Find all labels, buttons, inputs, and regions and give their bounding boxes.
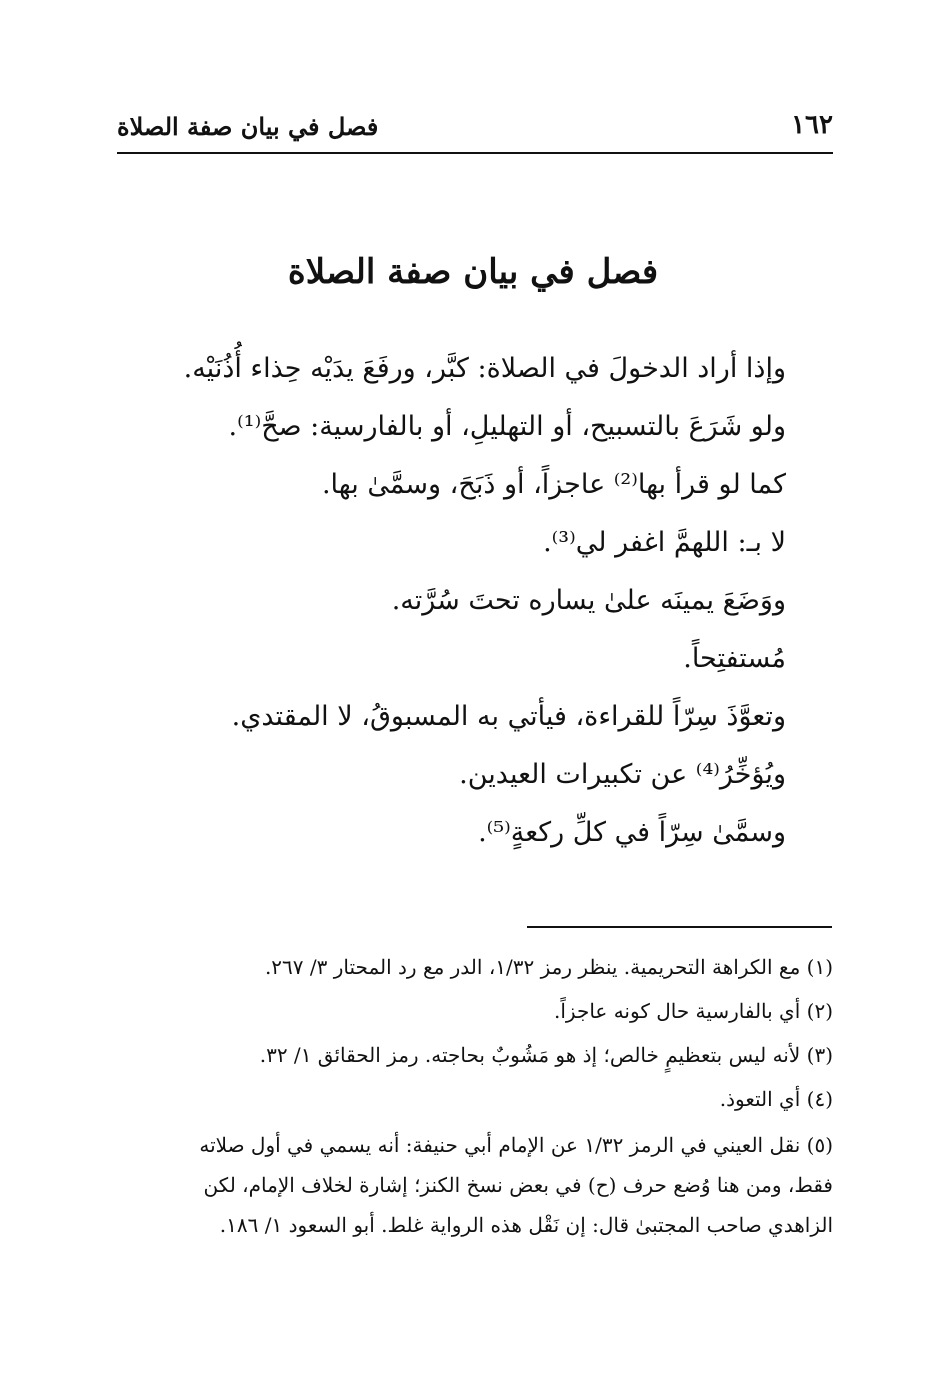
footnote-5-line: فقط، ومن هنا وُضع حرف (ح) في بعض نسخ الكنز؛ إشارة لخلاف الإمام، لكن [203,1173,833,1197]
footnote-2: (٢) أي بالفارسية حال كونه عاجزاً. [554,999,833,1023]
chapter-title: فصل في بيان صفة الصلاة [287,252,659,292]
footnotes [113,945,833,1245]
text-line: ويُؤخِّرُ⁽⁴⁾ عن تكبيرات العيدين. [459,759,786,790]
footnote-5 [113,1125,833,1245]
footnote-3: (٣) لأنه ليس بتعظيمٍ خالص؛ إذ هو مَشُوبٌ بحاجته. رمز الحقائق ١/ ٣٢. [259,1043,833,1067]
page-number: ١٦٢ [791,110,833,140]
text-line: وسمَّىٰ سِرّاً في كلِّ ركعةٍ⁽⁵⁾. [478,817,786,848]
text-line: وتعوَّذَ سِرّاً للقراءة، فيأتي به المسبوقُ، لا المقتدي. [231,701,786,732]
running-header-title: فصل في بيان صفة الصلاة [117,112,379,141]
text-line: ووَضَعَ يمينَه علىٰ يساره تحتَ سُرَّته. [391,585,786,616]
main-text [126,340,786,862]
footnote-1: (١) مع الكراهة التحريمية. ينظر رمز ١/٣٢، الدر مع رد المحتار ٣/ ٢٦٧. [264,955,833,979]
text-line: ولو شَرَعَ بالتسبيح، أو التهليلِ، أو بالفارسية: صحَّ⁽¹⁾. [228,411,786,442]
footnote-5-line: (٥) نقل العيني في الرمز ١/٣٢ عن الإمام أبي حنيفة: أنه يسمي في أول صلاته [199,1133,833,1157]
text-line: لا بـ: اللهمَّ اغفر لي⁽³⁾. [543,527,786,558]
footnote-separator [527,926,832,928]
running-header [117,100,833,154]
text-line: وإذا أراد الدخولَ في الصلاة: كبَّر، ورفَعَ يدَيْه حِذاء أُذُنَيْه. [183,353,786,384]
footnote-4: (٤) أي التعوذ. [719,1087,833,1111]
text-line: كما لو قرأ بها⁽²⁾ عاجزاً، أو ذَبَحَ، وسمَّىٰ بها. [321,469,786,500]
text-line: مُستفتِحاً. [683,643,786,674]
footnote-5-line: الزاهدي صاحب المجتبىٰ قال: إن نَقْل هذه الرواية غلط. أبو السعود ١/ ١٨٦. [219,1213,833,1237]
